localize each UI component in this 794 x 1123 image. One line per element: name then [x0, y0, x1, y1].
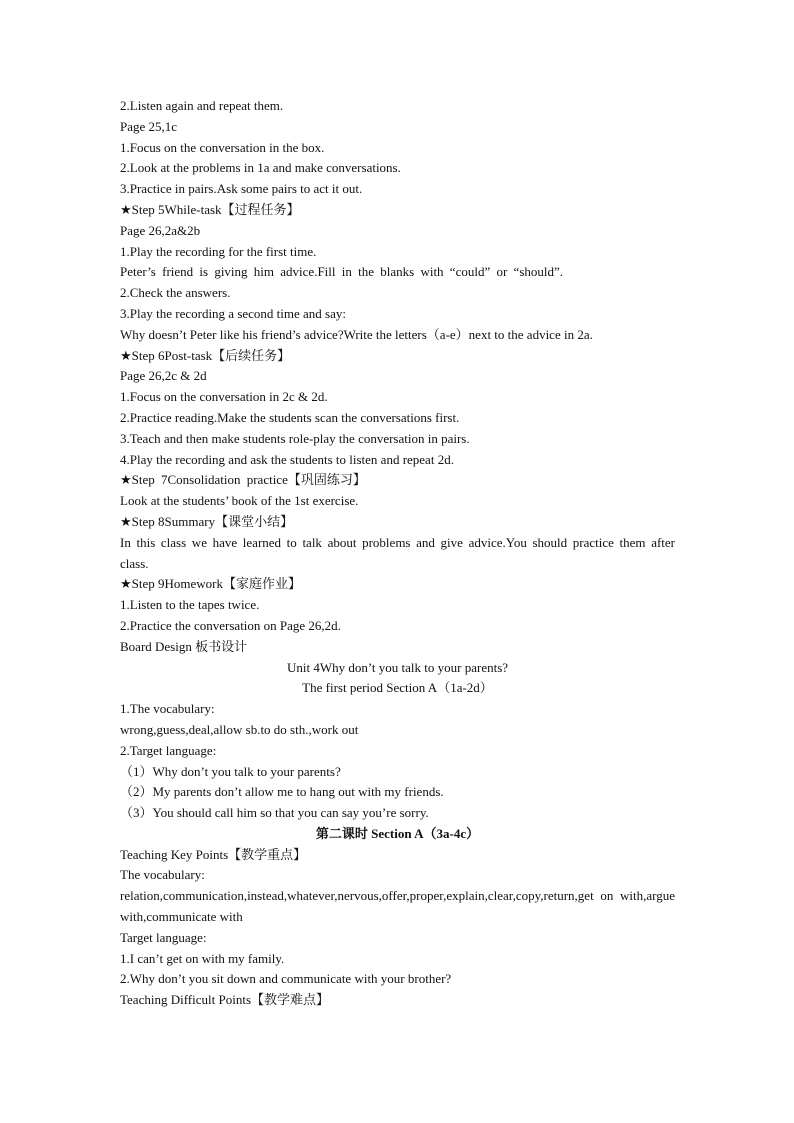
section-heading: Teaching Difficult Points【教学难点】: [120, 992, 329, 1008]
section-heading: Teaching Key Points【教学重点】: [120, 846, 307, 862]
text-line: 1.Play the recording for the first time.: [120, 243, 317, 259]
board-design-heading: Board Design 板书设计: [120, 638, 248, 654]
text-line: Look at the students’ book of the 1st exercise.: [120, 493, 359, 509]
text-line: Peter’s friend is giving him advice.Fill in the blanks with “could” or “should”.: [120, 264, 564, 280]
text-line: 2.Look at the problems in 1a and make conversations.: [120, 160, 401, 176]
text-line: 1.I can’t get on with my family.: [120, 950, 285, 966]
text-line: 1.Listen to the tapes twice.: [120, 597, 260, 613]
document-body: [120, 96, 675, 1011]
step-heading: ★Step 9Homework【家庭作业】: [120, 576, 302, 592]
text-line: 2.Why don’t you sit down and communicate with your brother?: [120, 971, 452, 987]
text-line: 2.Practice reading.Make the students scan the conversations first.: [120, 409, 460, 425]
list-item: （2）My parents don’t allow me to hang out with my friends.: [120, 784, 444, 800]
page-reference: Page 26,2c & 2d: [120, 368, 207, 384]
text-line: 3.Teach and then make students role-play the conversation in pairs.: [120, 430, 470, 446]
text-line: 2.Listen again and repeat them.: [120, 98, 284, 113]
lesson-heading: 第二课时 Section A（3a-4c）: [315, 825, 480, 841]
vocabulary-paragraph: relation,communication,instead,whatever,nervous,offer,proper,explain,clear,copy,return,get on with,argue with,communicate with: [120, 888, 675, 925]
text-line: 1.The vocabulary:: [120, 701, 215, 717]
text-line: 1.Focus on the conversation in 2c & 2d.: [120, 389, 328, 405]
text-line: 4.Play the recording and ask the students to listen and repeat 2d.: [120, 451, 454, 467]
step-heading: ★Step 7Consolidation practice【巩固练习】: [120, 472, 366, 488]
step-heading: ★Step 6Post-task【后续任务】: [120, 347, 291, 363]
text-line: wrong,guess,deal,allow sb.to do sth.,work out: [120, 721, 359, 737]
text-line: 3.Play the recording a second time and say:: [120, 305, 346, 321]
page-reference: Page 26,2a&2b: [120, 222, 201, 238]
text-line: Why doesn’t Peter like his friend’s advice?Write the letters（a-e）next to the advice in 2a.: [120, 326, 593, 342]
text-line: 2.Practice the conversation on Page 26,2d.: [120, 617, 341, 633]
text-line: 1.Focus on the conversation in the box.: [120, 139, 325, 155]
list-item: （3）You should call him so that you can say you’re sorry.: [120, 805, 429, 821]
text-line: 2.Check the answers.: [120, 285, 231, 301]
text-line: 2.Target language:: [120, 742, 217, 758]
summary-paragraph: In this class we have learned to talk about problems and give advice.You should practice them after class.: [120, 534, 675, 571]
list-item: （1）Why don’t you talk to your parents?: [120, 763, 341, 779]
page-reference: Page 25,1c: [120, 118, 178, 134]
text-line: The vocabulary:: [120, 867, 205, 883]
step-heading: ★Step 5While-task【过程任务】: [120, 201, 300, 217]
text-line: Target language:: [120, 929, 207, 945]
unit-title: Unit 4Why don’t you talk to your parents?: [286, 659, 509, 675]
period-title: The first period Section A（1a-2d）: [302, 680, 493, 696]
text-line: 3.Practice in pairs.Ask some pairs to act it out.: [120, 181, 363, 197]
step-heading: ★Step 8Summary【课堂小结】: [120, 513, 294, 529]
